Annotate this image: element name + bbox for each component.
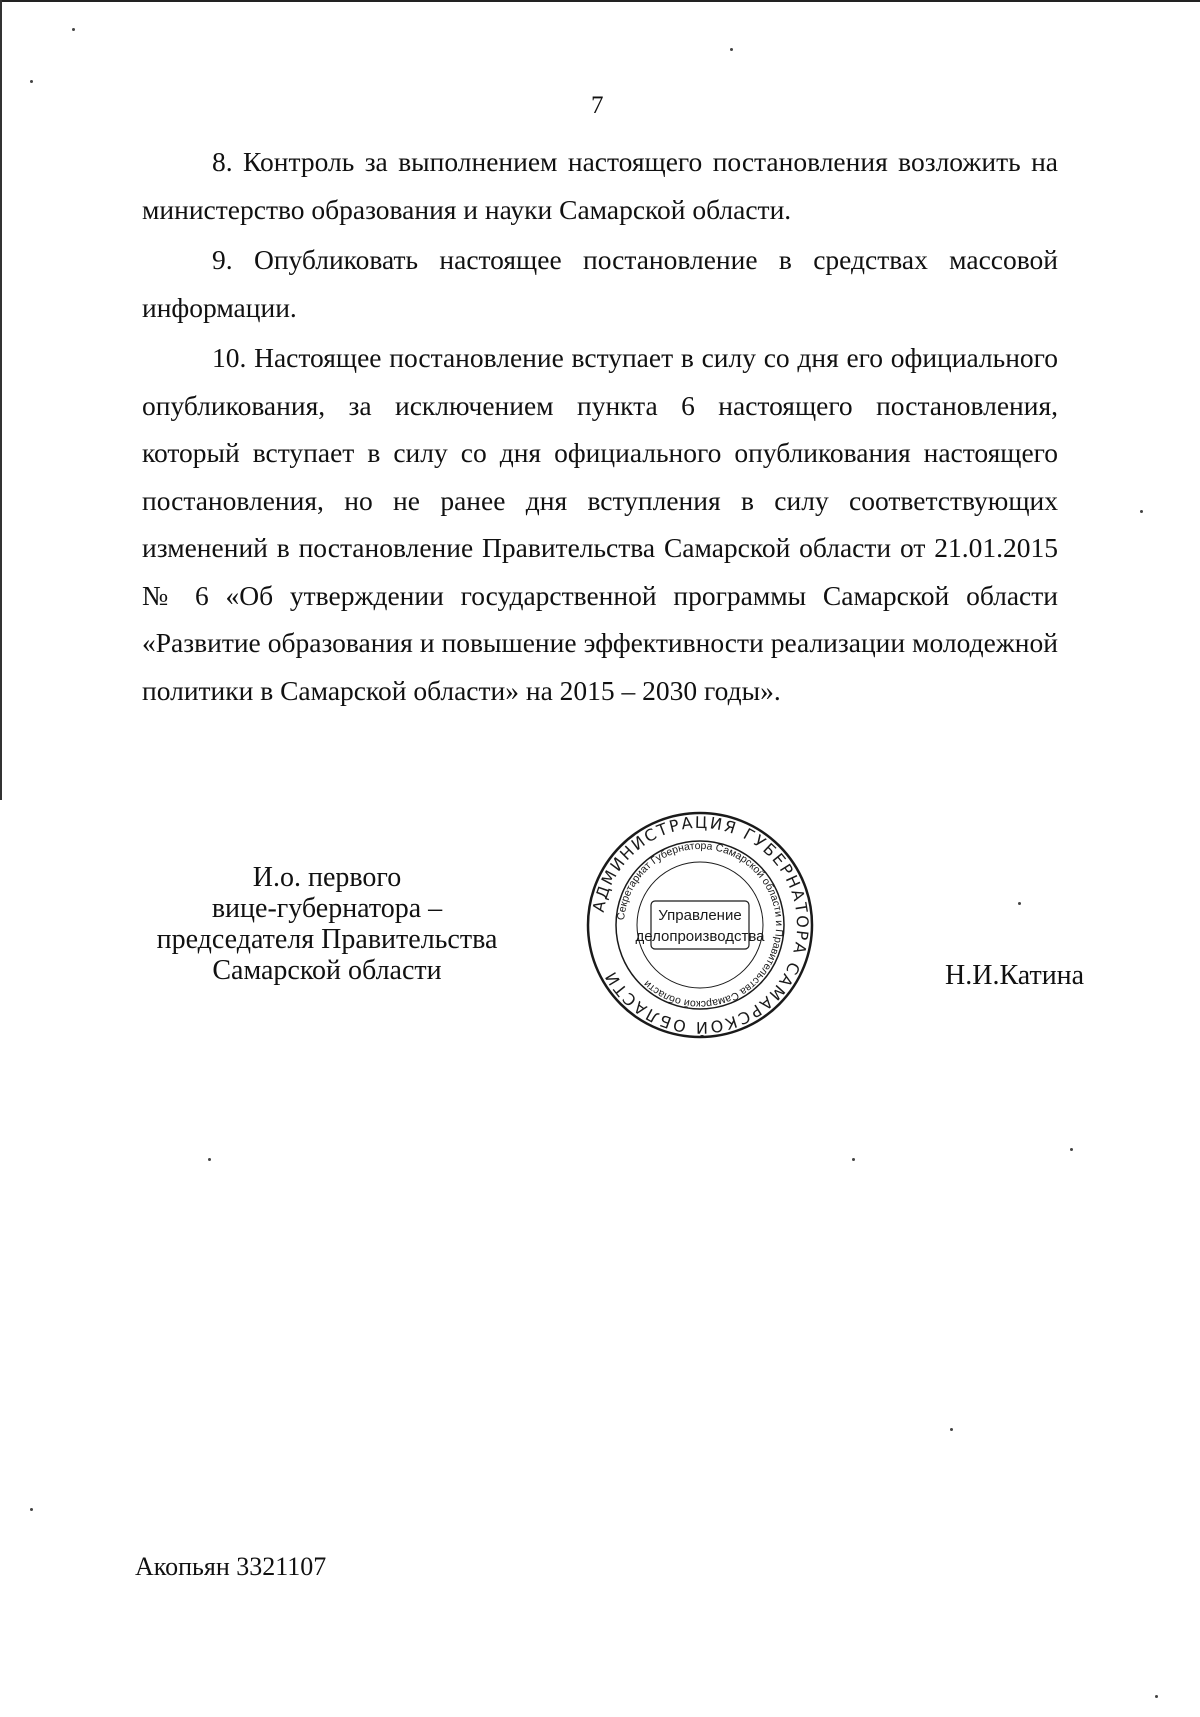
official-stamp-graphic [585, 810, 815, 1040]
signatory-position [142, 862, 512, 986]
page-number: 7 [591, 92, 604, 119]
official-stamp [585, 810, 815, 1040]
paragraph-10: 10. Настоящее постановление вступает в силу со дня его официального опубликования, за исключением пункта 6 настоящего постановления, который вступает в силу со дня официального опубликования настоящего постановления, но не ранее дня вступления в силу соответствующих изменений в постановление Правительства Самарской области от 21.01.2015 № 6 «Об утверждении государственной программы Самарской области «Развитие образования и повышение эффективности реализации молодежной политики в Самарской области» на 2015 – 2030 годы». [142, 342, 1058, 706]
scan-speck [950, 1428, 953, 1431]
signer-name: Н.И.Катина [945, 960, 1085, 991]
stamp-center-line-1: Управление [658, 907, 742, 924]
stamp-center-line-2: делопроизводства [635, 928, 765, 945]
scan-edge-left [0, 0, 2, 800]
stamp-outer-text-path: АДМИНИСТРАЦИЯ ГУБЕРНАТОРА САМАРСКОЙ ОБЛАСТИ [588, 812, 813, 1038]
signatory-position-line: председателя Правительства [156, 924, 498, 955]
scan-speck [730, 48, 733, 51]
scan-speck [1070, 1148, 1073, 1151]
document-body [142, 138, 1058, 717]
signatory-position-line: Самарской области [212, 955, 442, 986]
scan-speck [30, 1508, 33, 1511]
stamp-inner-text-path: Секретариат Губернатора Самарской области и Правительства Самарской области [615, 839, 786, 1011]
scan-speck [208, 1158, 211, 1161]
scan-speck [1140, 510, 1143, 513]
signatory-position-line: И.о. первого [252, 862, 402, 893]
scan-speck [72, 28, 75, 31]
scan-speck [30, 80, 33, 83]
signatory-position-line: вице-губернатора – [211, 893, 443, 924]
scan-edge-top [0, 0, 1200, 2]
paragraph-9: 9. Опубликовать настоящее постановление в средствах массовой информации. [142, 244, 1058, 323]
paragraph-8: 8. Контроль за выполнением настоящего постановления возложить на министерство образования и науки Самарской области. [142, 146, 1058, 225]
stamp-inner-ring [637, 862, 763, 988]
scan-speck [852, 1158, 855, 1161]
executor-contact: Акопьян 3321107 [135, 1552, 327, 1581]
scan-speck [1155, 1695, 1158, 1698]
scan-speck [1018, 902, 1021, 905]
